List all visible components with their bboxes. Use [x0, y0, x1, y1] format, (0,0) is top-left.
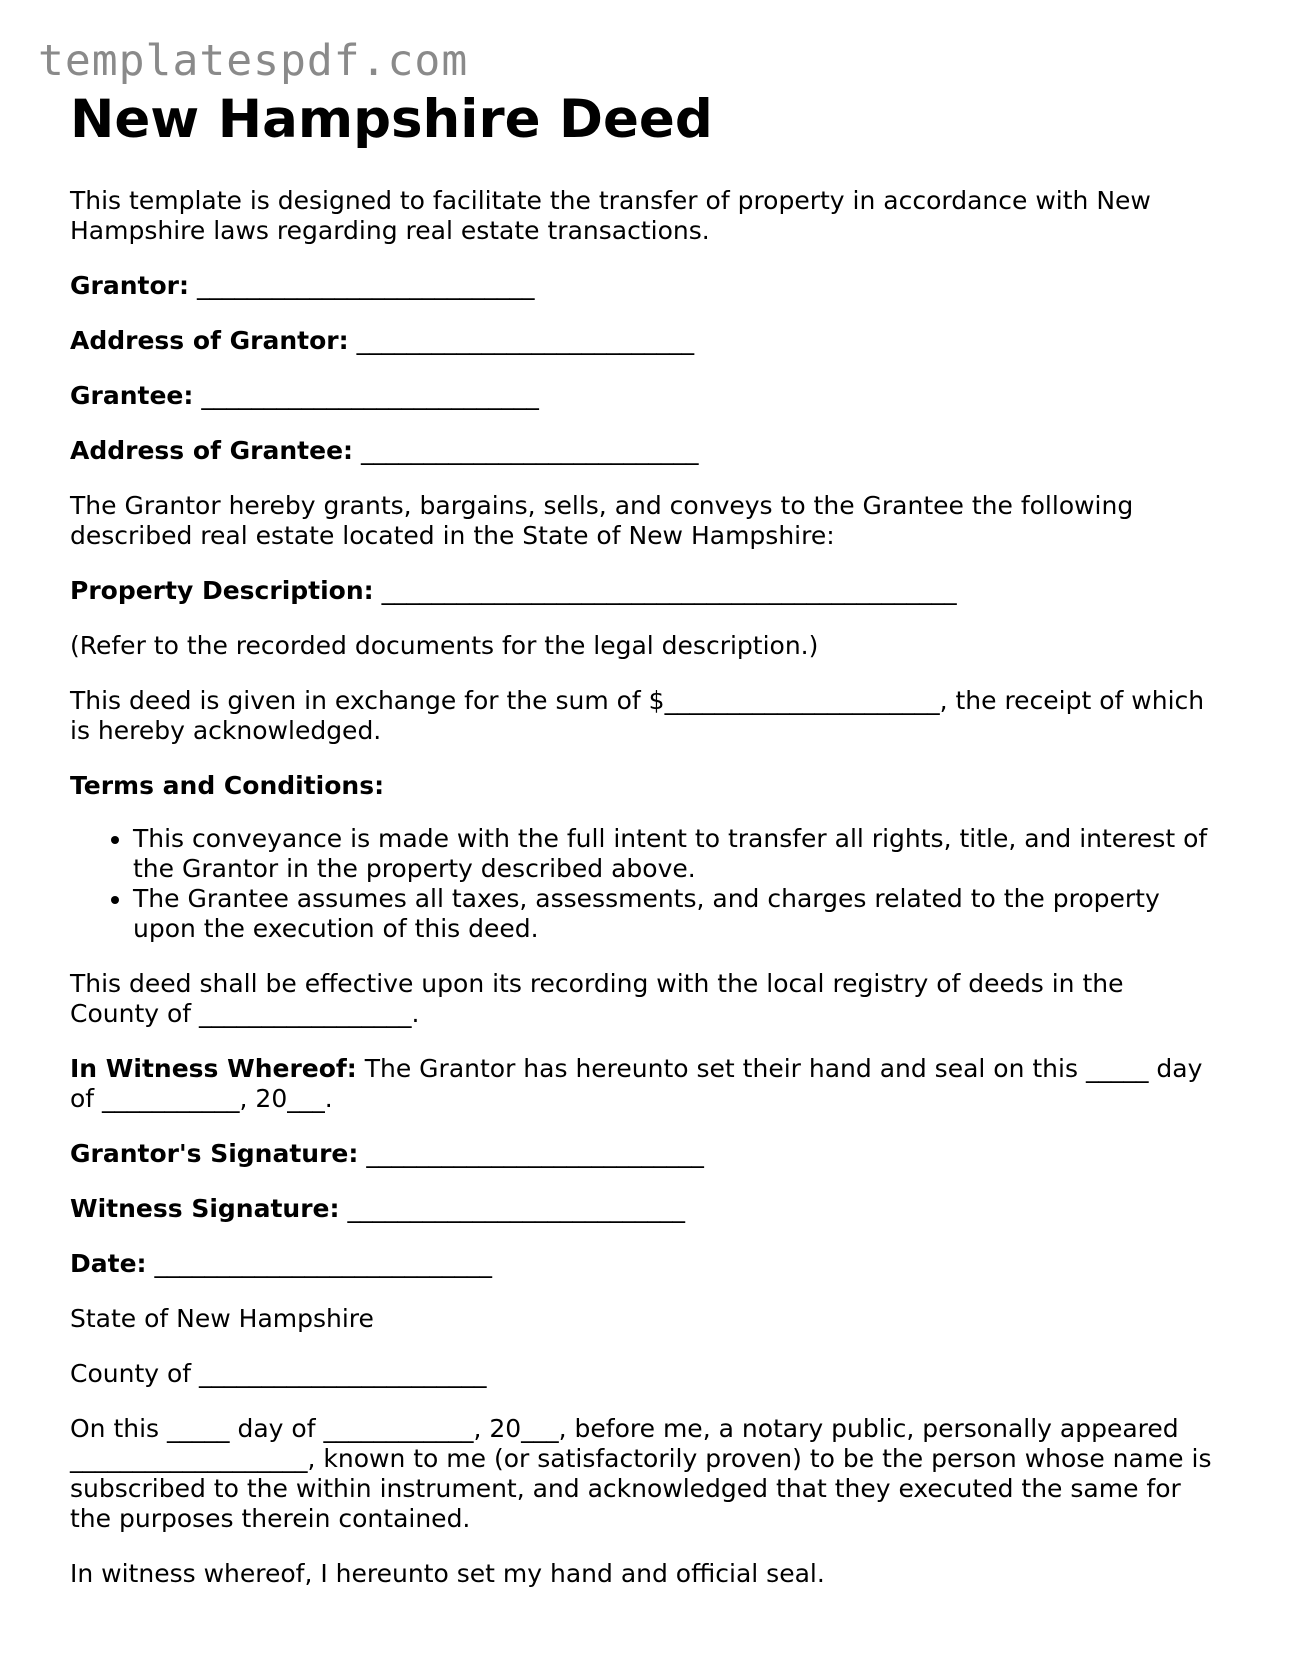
grantor-signature-field	[70, 1139, 1220, 1169]
property-description-blank[interactable]: ______________________________________________	[381, 575, 957, 605]
page-title: New Hampshire Deed	[70, 89, 713, 150]
deed-document	[70, 88, 1220, 1614]
witness-signature-field	[70, 1194, 1220, 1224]
property-description-field	[70, 576, 1220, 606]
witness-signature-blank[interactable]: ___________________________	[347, 1193, 685, 1223]
witness-whereof-label: In Witness Whereof:	[70, 1053, 357, 1083]
grantee-blank[interactable]: ___________________________	[201, 380, 539, 410]
notary-closing: In witness whereof, I hereunto set my hand and official seal.	[70, 1558, 825, 1588]
grantor-field	[70, 271, 1220, 301]
list-item: • The Grantee assumes all taxes, assessments, and charges related to the property upon the execution of this deed.	[133, 884, 1220, 944]
grantee-address-blank[interactable]: ___________________________	[360, 435, 699, 465]
property-description-label: Property Description:	[70, 575, 374, 605]
witness-whereof-text: The Grantor has hereunto set their hand and seal on this _____ day of ___________, 20___.	[70, 1053, 1203, 1113]
refer-note: (Refer to the recorded documents for the legal description.)	[70, 630, 819, 660]
terms-heading: Terms and Conditions:	[70, 770, 385, 800]
grantor-signature-blank[interactable]: ___________________________	[366, 1138, 704, 1168]
date-blank[interactable]: ___________________________	[154, 1248, 492, 1278]
grantor-blank[interactable]: ___________________________	[196, 270, 535, 300]
watermark: templatespdf.com	[38, 36, 469, 86]
grantee-label: Grantee:	[70, 380, 194, 410]
grant-clause: The Grantor hereby grants, bargains, sells, and conveys to the Grantee the following described real estate located in the State of New Hampshire:	[70, 490, 1134, 550]
witness-signature-label: Witness Signature:	[70, 1193, 340, 1223]
intro-paragraph: This template is designed to facilitate the transfer of property in accordance with New Hampshire laws regarding real estate transactions.	[70, 185, 1151, 245]
grantor-signature-label: Grantor's Signature:	[70, 1138, 359, 1168]
consideration-paragraph: This deed is given in exchange for the sum of $______________________, the receipt of which is hereby acknowledged.	[70, 685, 1205, 745]
effective-paragraph: This deed shall be effective upon its recording with the local registry of deeds in the County of _________________.	[70, 968, 1124, 1028]
list-item: • This conveyance is made with the full intent to transfer all rights, title, and interest of the Grantor in the property described above.	[133, 824, 1220, 884]
terms-list	[70, 824, 1220, 944]
witness-whereof-paragraph	[70, 1054, 1220, 1114]
date-label: Date:	[70, 1248, 147, 1278]
grantee-address-label: Address of Grantee:	[70, 435, 354, 465]
grantor-address-field	[70, 326, 1220, 356]
notary-acknowledgment: On this _____ day of ____________, 20___, before me, a notary public, personally appeared ___________________, known to me (or satisfactorily proven) to be the person whose name is subscribed to the within instrument, and acknowledged that they executed the same for the purposes therein contained.	[70, 1413, 1212, 1533]
grantee-address-field	[70, 436, 1220, 466]
grantor-address-label: Address of Grantor:	[70, 325, 349, 355]
grantee-field	[70, 381, 1220, 411]
grantor-address-blank[interactable]: ___________________________	[356, 325, 695, 355]
notary-state: State of New Hampshire	[70, 1303, 374, 1333]
date-field	[70, 1249, 1220, 1279]
notary-county: County of _______________________	[70, 1358, 487, 1388]
grantor-label: Grantor:	[70, 270, 189, 300]
